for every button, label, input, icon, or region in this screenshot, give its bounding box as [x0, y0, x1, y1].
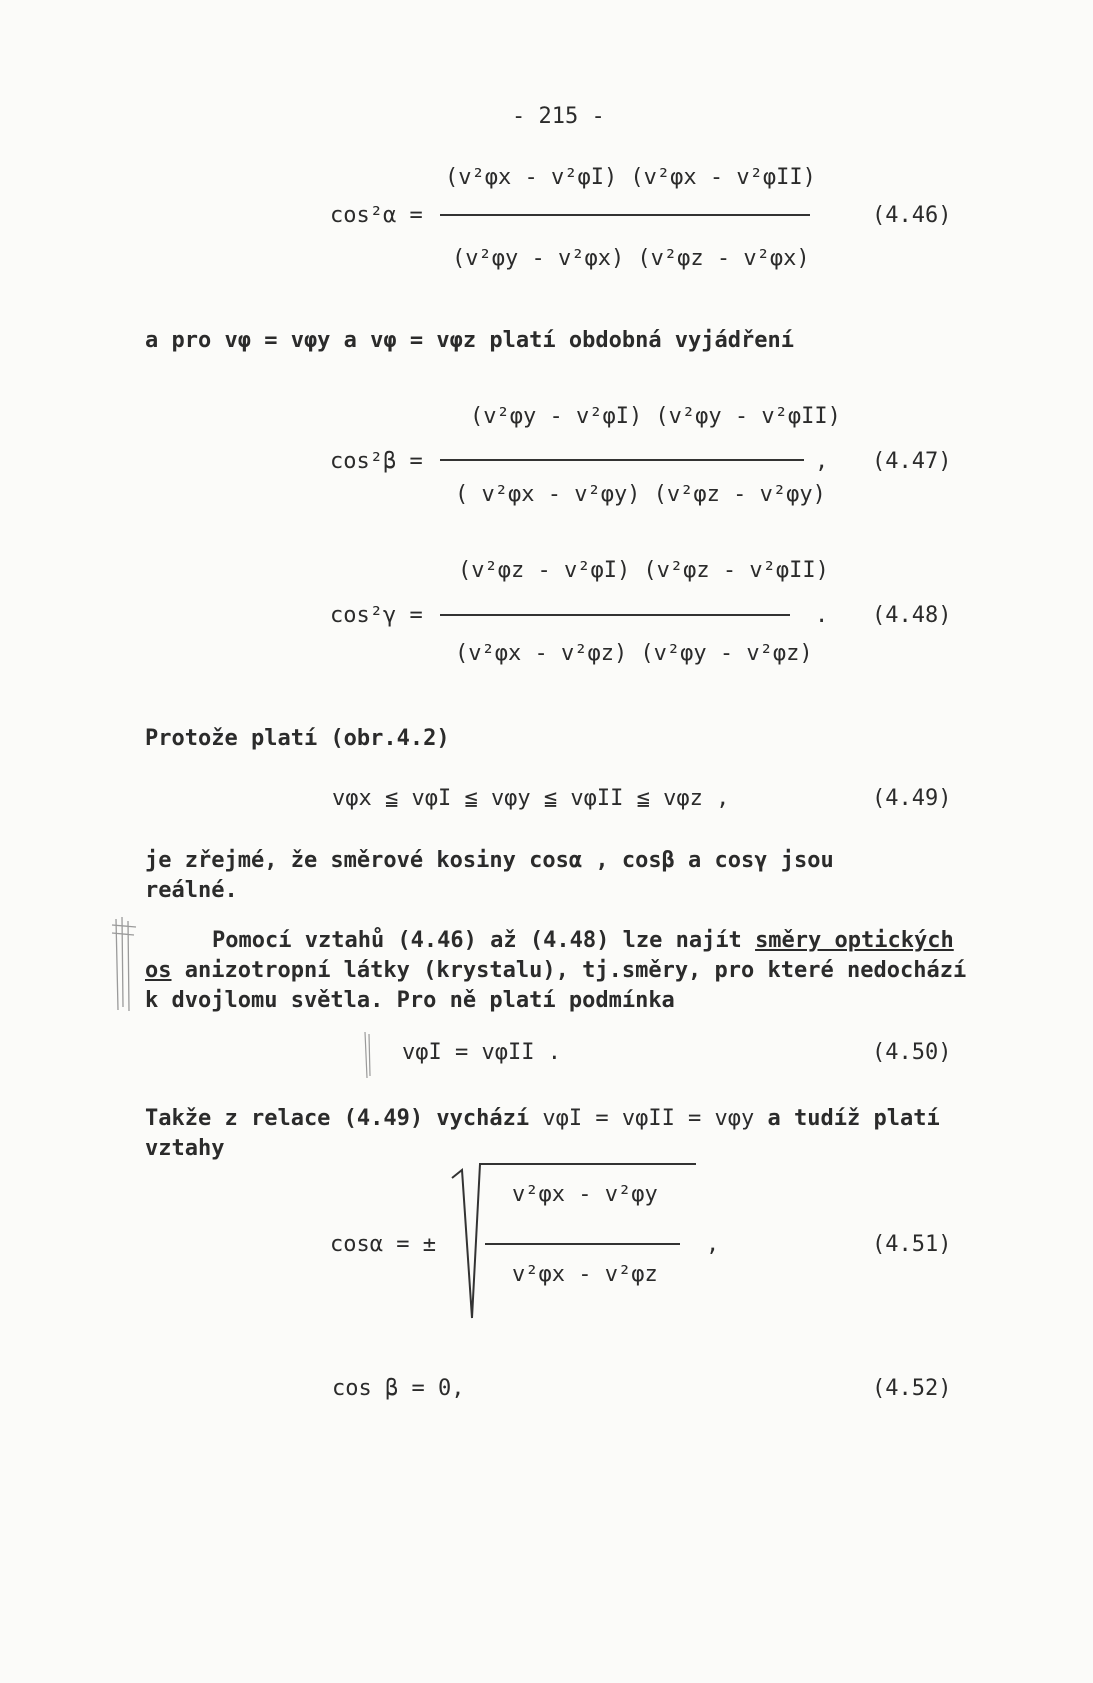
margin-mark-small — [360, 1030, 374, 1080]
paragraph-takze-line1 — [145, 1106, 940, 1131]
eq-4-47-label: (4.47) — [872, 449, 952, 474]
term-os: os — [145, 958, 172, 983]
eq-4-49-expression: vφx ≦ vφI ≦ vφy ≦ vφII ≦ vφz , — [332, 786, 730, 811]
eq-4-48-lhs: cos²γ = — [330, 603, 423, 628]
eq-4-47-separator: , — [815, 449, 829, 474]
eq-4-48-label: (4.48) — [872, 603, 952, 628]
paragraph-protoze: Protože platí (obr.4.2) — [145, 726, 450, 751]
eq-4-48-separator: . — [815, 603, 829, 628]
paragraph-pomoci-line1-text: Pomocí vztahů (4.46) až (4.48) lze najít — [212, 928, 756, 953]
eq-4-48-denominator: (v²φx - v²φz) (v²φy - v²φz) — [455, 641, 813, 666]
fraction-bar — [440, 614, 790, 616]
paragraph-pomoci-line3: k dvojlomu světla. Pro ně platí podmínka — [145, 988, 675, 1013]
term-optical-axes: směry optických — [755, 928, 954, 953]
eq-4-52-expression: cos β = 0, — [332, 1376, 465, 1401]
fraction-bar — [440, 214, 810, 216]
eq-4-47-lhs: cos²β = — [330, 449, 423, 474]
eq-4-46-numerator: (v²φx - v²φI) (v²φx - v²φII) — [445, 165, 816, 190]
margin-mark — [108, 915, 142, 1015]
page-number: - 215 - — [512, 104, 605, 129]
paragraph-takze-math: vφI = vφII = vφy — [542, 1106, 755, 1131]
eq-4-48-numerator: (v²φz - v²φI) (v²φz - v²φII) — [458, 558, 829, 583]
eq-4-50-label: (4.50) — [872, 1040, 952, 1065]
eq-4-46-label: (4.46) — [872, 203, 952, 228]
eq-4-51-numerator: v²φx - v²φy — [512, 1182, 658, 1207]
paragraph-zrejme-line1: je zřejmé, že směrové kosiny cosα , cosβ a cosγ jsou — [145, 848, 834, 873]
eq-4-47-denominator: ( v²φx - v²φy) (v²φz - v²φy) — [455, 482, 826, 507]
eq-4-49-label: (4.49) — [872, 786, 952, 811]
eq-4-51-separator: , — [706, 1232, 720, 1257]
paragraph-pomoci-line1 — [212, 928, 954, 953]
eq-4-51-lhs: cosα = ± — [330, 1232, 436, 1257]
eq-4-50-expression: vφI = vφII . — [402, 1040, 561, 1065]
eq-4-46-denominator: (v²φy - v²φx) (v²φz - v²φx) — [452, 246, 810, 271]
paragraph-zrejme-line2: reálné. — [145, 878, 238, 903]
eq-4-51-label: (4.51) — [872, 1232, 952, 1257]
paragraph-pomoci-line2 — [145, 958, 966, 983]
fraction-bar — [485, 1243, 680, 1245]
paragraph-pomoci-line2-text: anizotropní látky (krystalu), tj.směry, pro které nedochází — [171, 958, 967, 983]
eq-4-47-numerator: (v²φy - v²φI) (v²φy - v²φII) — [470, 404, 841, 429]
intro-text: a pro vφ = vφy a vφ = vφz platí obdobná vyjádření — [145, 328, 795, 353]
paragraph-takze-line1-text: Takže z relace (4.49) vychází — [145, 1106, 543, 1131]
eq-4-52-label: (4.52) — [872, 1376, 952, 1401]
fraction-bar — [440, 459, 804, 461]
paragraph-takze-line1-end: a tudíž platí — [754, 1106, 940, 1131]
eq-4-46-lhs: cos²α = — [330, 203, 423, 228]
eq-4-51-denominator: v²φx - v²φz — [512, 1262, 658, 1287]
paragraph-takze-line2: vztahy — [145, 1136, 225, 1161]
